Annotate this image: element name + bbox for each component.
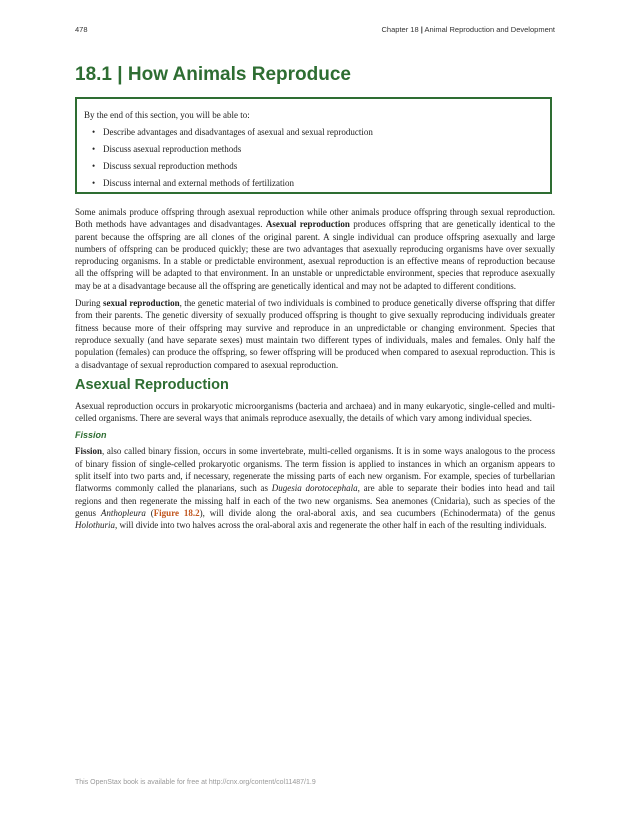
paragraph-text: , also called binary fission, occurs in some invertebrate, multi-celled organisms. It is in some ways analogous to the process of binary fission of single-celled prokaryotic organisms. The term fission is applied to instances in which an organism appears to split itself into two parts and, if necessary, regenerate the missing parts of each new organism. For example, species of turbellarian flatworms commonly called the planarians, such as [75, 446, 555, 494]
heading-asexual-reproduction: Asexual Reproduction [75, 376, 229, 393]
objective-text: Discuss asexual reproduction methods [103, 144, 242, 154]
paragraph-text: , will divide into two halves across the oral-aboral axis and regenerate the other half in each of the resulting individuals. [115, 520, 547, 531]
term-fission: Fission [75, 446, 103, 457]
chapter-prefix: Chapter 18 [381, 25, 419, 34]
section-number: 18.1 [75, 64, 112, 85]
term-asexual-reproduction: Asexual reproduction [265, 219, 350, 230]
running-chapter-title [382, 25, 555, 34]
objective-item [84, 126, 540, 138]
paragraph-text: , the genetic material of two individuals is combined to produce genetically diverse offspring that differ from their parents. The genetic diversity of sexually produced offspring is thought to give sexually reproducing individuals greater fitness because more of their offspring may survive and reproduce in an unpredictable or changing environment. Species that reproduce sexually (and have separate sexes) must maintain two different types of individuals, males and females. Only half the population (females) can produce the offspring, so fewer offspring will be produced when compared to asexual reproduction. This is a disadvantage of sexual reproduction compared to asexual reproduction. [75, 298, 556, 370]
objective-item [84, 143, 540, 155]
objectives-list [84, 126, 540, 189]
paragraph-asexual-vs-sexual [75, 206, 555, 292]
objective-text: Discuss sexual reproduction methods [103, 161, 238, 171]
heading-fission: Fission [75, 430, 107, 441]
paragraph-text: , will divide along the oral-aboral axis, and sea cucumbers (Echinodermata) of the genus [202, 507, 555, 518]
paragraph-asexual-intro: Asexual reproduction occurs in prokaryotic microorganisms (bacteria and archaea) and in many eukaryotic, single-celled and multi-celled organisms. There are several ways that animals reproduce asexually, the details of which vary among individual species. [75, 400, 555, 424]
genus-anthopleura: Anthopleura [100, 507, 146, 518]
objective-item [84, 160, 540, 172]
paren-open: ( [145, 507, 154, 518]
chapter-separator: | [420, 25, 423, 34]
figure-18-2-link[interactable]: Figure 18.2 [153, 507, 200, 518]
section-title [75, 63, 555, 87]
paragraph-text: produces offspring that are genetically identical to the parent because the offspring are all clones of the original parent. A single individual can produce offspring asexually and large numbers of offspring can be produced quickly; these are two advantages that asexually reproducing organisms have over sexually reproducing organisms. In a stable or predictable environment, asexual reproduction is an effective means of reproduction because all the offspring will be adapted to that environment. In an unstable or unpredictable environment, species that reproduce asexually may be at a disadvantage because all the offspring are genetically identical and may not be adapted to different conditions. [75, 219, 555, 291]
paragraph-text: Some animals produce offspring through asexual reproduction while other animals produce offspring through sexual reproduction. Both methods have advantages and disadvantages. [75, 207, 555, 230]
objective-text: Discuss internal and external methods of fertilization [103, 178, 294, 188]
paragraph-sexual-reproduction [75, 297, 555, 371]
objective-text: Describe advantages and disadvantages of asexual and sexual reproduction [103, 127, 373, 137]
species-dugesia: Dugesia dorotocephala [271, 483, 358, 494]
chapter-title: Animal Reproduction and Development [424, 25, 555, 34]
bullet-icon: • [92, 127, 96, 137]
page-number: 478 [75, 25, 88, 34]
genus-holothuria: Holothuria [75, 520, 116, 531]
page-header [75, 25, 555, 37]
paragraph-text: , are able to separate their bodies into head and tail regions and then regenerate the missing half in each of the two new organisms. Sea anemones (Cnidaria), such as species of the genus [75, 483, 555, 518]
bullet-icon: • [92, 144, 96, 154]
objectives-intro: By the end of this section, you will be able to: [84, 110, 250, 120]
body-content [75, 206, 555, 537]
paragraph-fission [75, 445, 555, 531]
term-sexual-reproduction: sexual reproduction [102, 298, 180, 309]
learning-objectives-box [75, 97, 552, 194]
page-footer: This OpenStax book is available for free at http://cnx.org/content/col11487/1.9 [75, 779, 316, 786]
bullet-icon: • [92, 161, 96, 171]
section-separator: | [117, 64, 123, 85]
paragraph-text: During [75, 298, 103, 309]
objective-item [84, 177, 540, 189]
paren-close: ) [199, 507, 203, 518]
bullet-icon: • [92, 178, 96, 188]
section-title-text: How Animals Reproduce [127, 64, 351, 85]
